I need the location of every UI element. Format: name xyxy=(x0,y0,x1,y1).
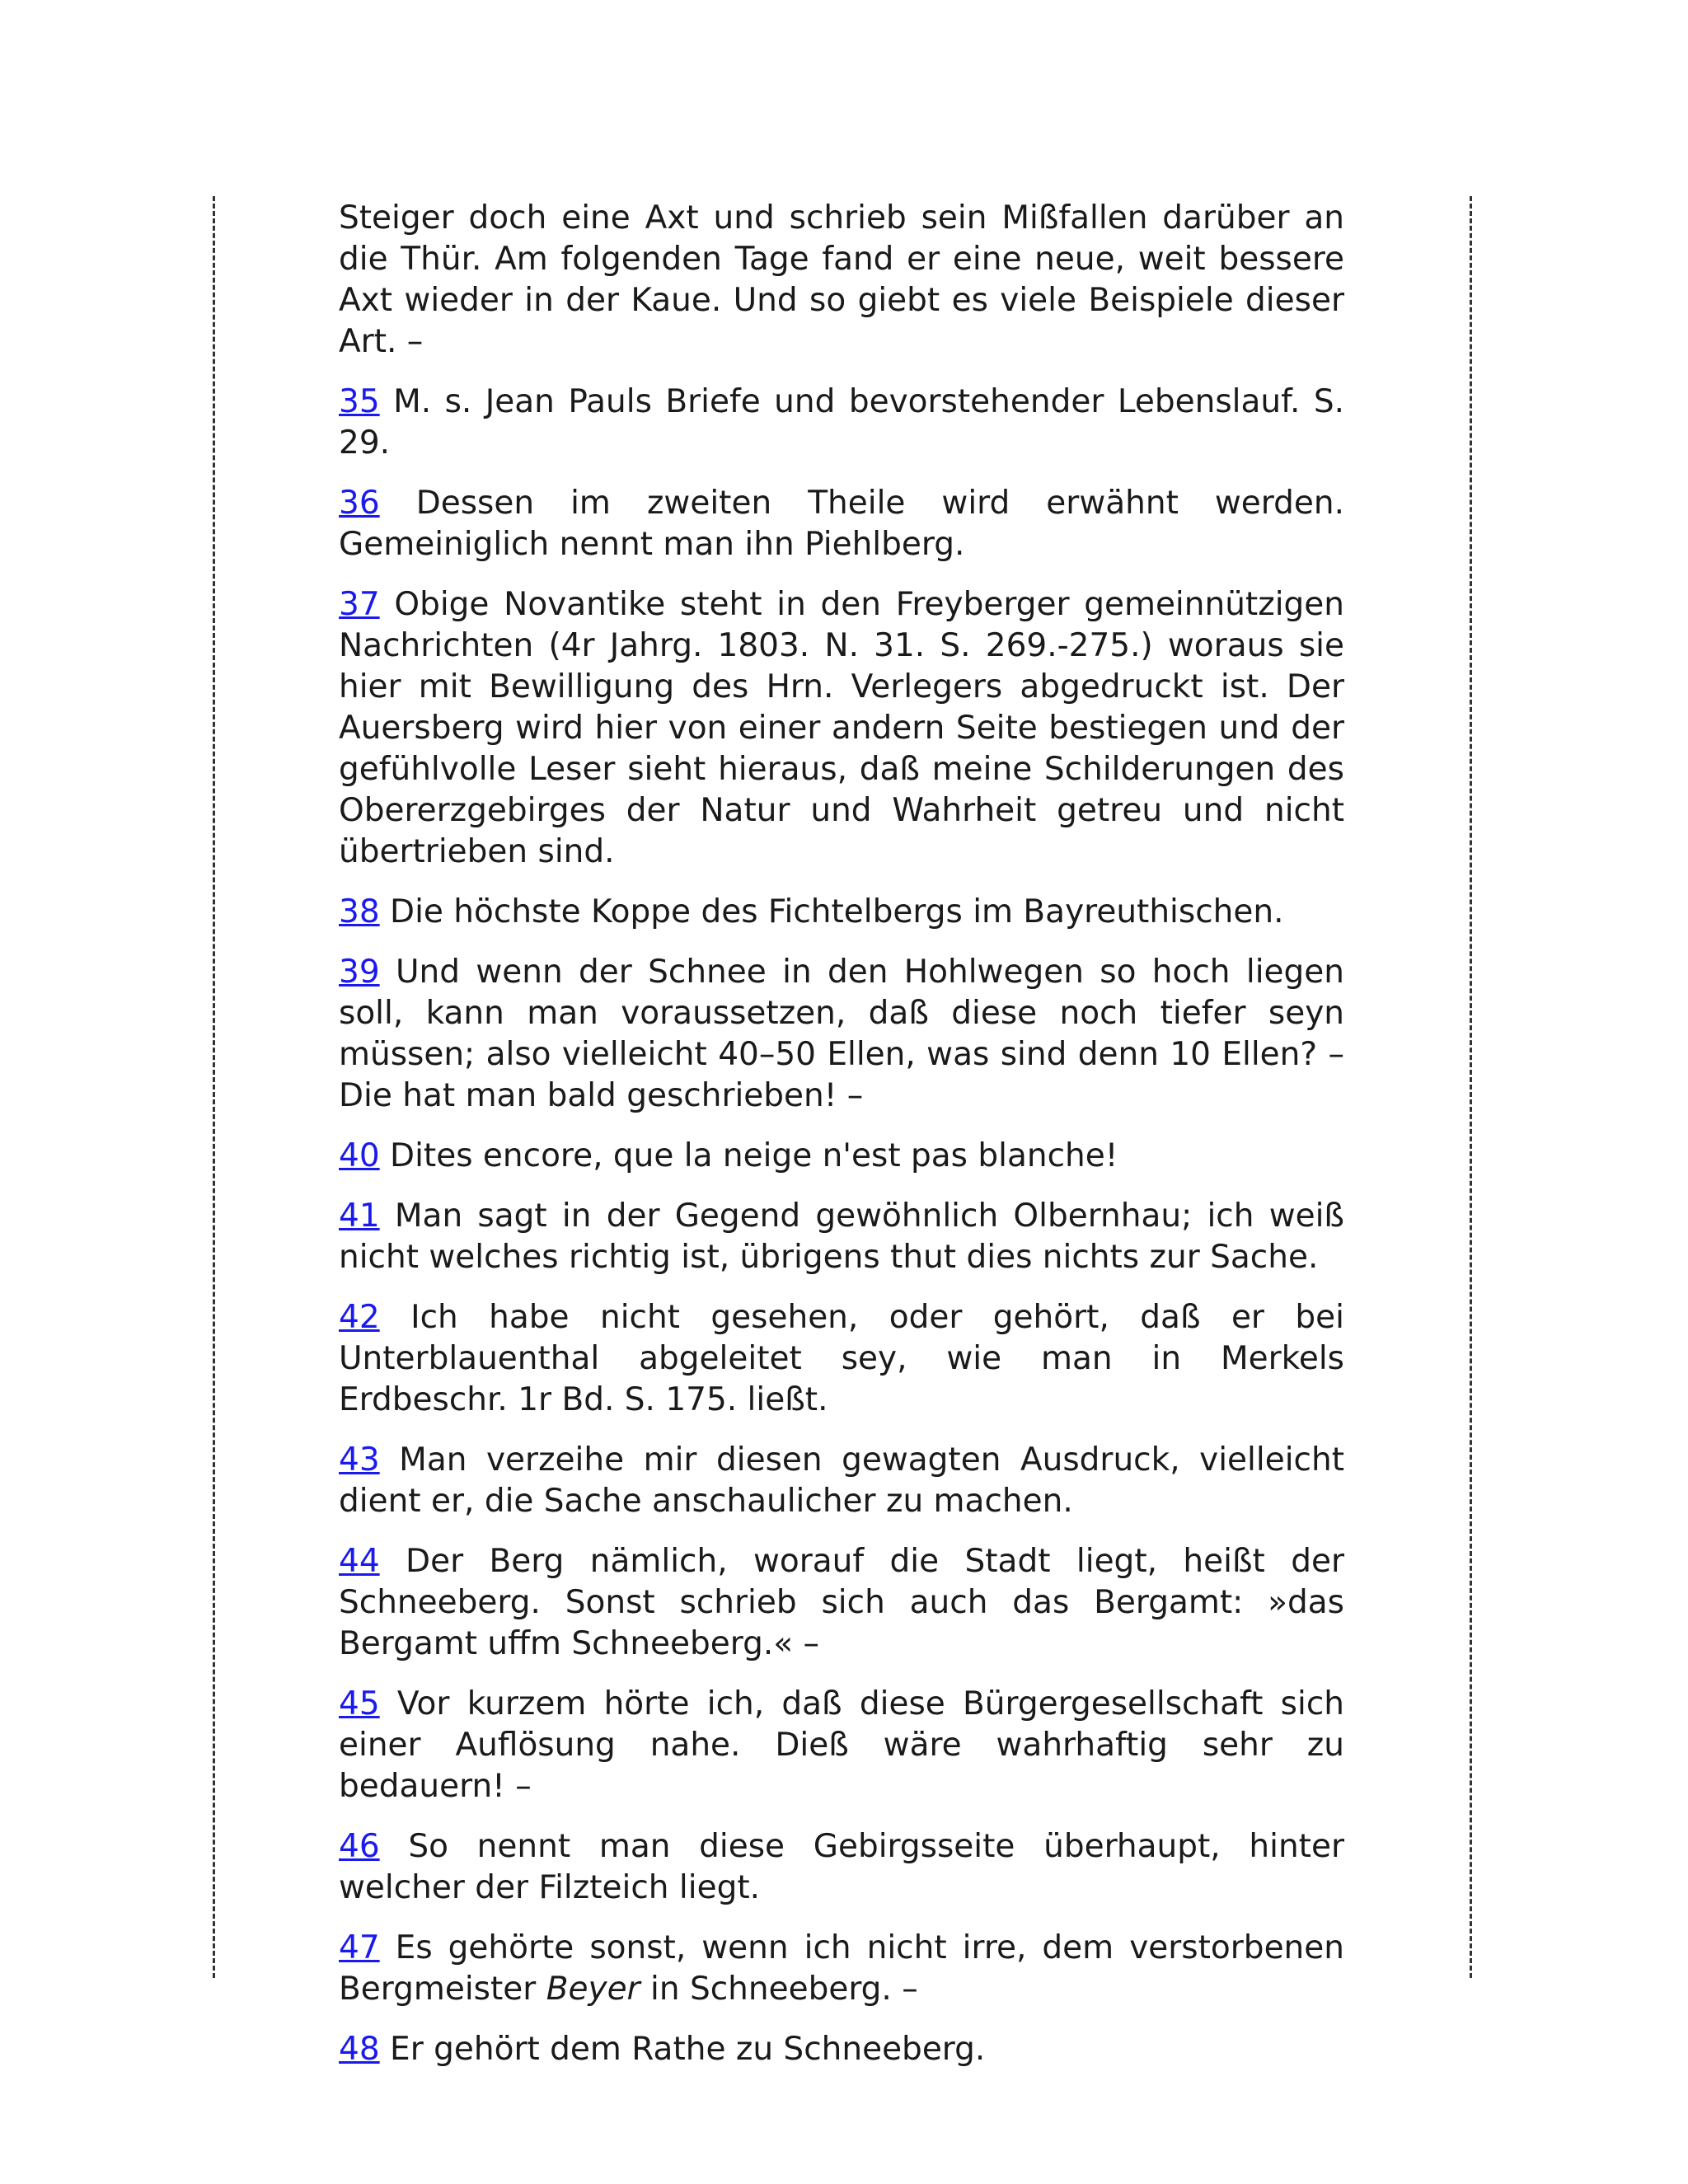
footnote-link-48[interactable]: 48 xyxy=(339,2031,380,2068)
footnote-text-47-before: Es gehörte sonst, wenn ich nicht irre, dem verstorbenen Bergmeister xyxy=(339,1929,1344,2008)
footnote-link-37[interactable]: 37 xyxy=(339,586,380,623)
footnote-text-39: Und wenn der Schnee in den Hohlwegen so hoch liegen soll, kann man voraussetzen, daß diese noch tiefer seyn müssen; also vielleicht 40–50 Ellen, was sind denn 10 Ellen? – Die hat man bald geschrieben! – xyxy=(339,954,1344,1114)
footnote-44 xyxy=(339,1541,1344,1665)
footnote-39 xyxy=(339,952,1344,1117)
footnote-36 xyxy=(339,483,1344,565)
footnote-text-36: Dessen im zweiten Theile wird erwähnt werden. Gemeiniglich nennt man ihn Piehlberg. xyxy=(339,485,1344,563)
footnote-41 xyxy=(339,1196,1344,1278)
footnote-47 xyxy=(339,1928,1344,2010)
footnote-45 xyxy=(339,1684,1344,1807)
footnote-text-45: Vor kurzem hörte ich, daß diese Bürgergesellschaft sich einer Auflösung nahe. Dieß wäre wahrhaftig sehr zu bedauern! – xyxy=(339,1685,1344,1805)
footnote-link-38[interactable]: 38 xyxy=(339,893,380,930)
footnote-48 xyxy=(339,2029,1344,2070)
footnote-text-38: Die höchste Koppe des Fichtelbergs im Bayreuthischen. xyxy=(390,893,1284,930)
footnote-46 xyxy=(339,1826,1344,1909)
footnote-42 xyxy=(339,1297,1344,1421)
footnote-text-40: Dites encore, que la neige n'est pas blanche! xyxy=(390,1137,1118,1174)
footnote-text-41: Man sagt in der Gegend gewöhnlich Olbernhau; ich weiß nicht welches richtig ist, übrigens thut dies nichts zur Sache. xyxy=(339,1197,1344,1276)
footnote-link-44[interactable]: 44 xyxy=(339,1543,380,1580)
footnote-link-41[interactable]: 41 xyxy=(339,1197,380,1235)
footnote-link-39[interactable]: 39 xyxy=(339,954,380,991)
intro-paragraph: Steiger doch eine Axt und schrieb sein Mißfallen darüber an die Thür. Am folgenden Tage fand er eine neue, weit bessere Axt wieder in der Kaue. Und so giebt es viele Beispiele dieser Art. – xyxy=(339,199,1344,360)
footnote-link-43[interactable]: 43 xyxy=(339,1441,380,1479)
right-dashed-border xyxy=(1470,196,1472,1978)
footnote-text-42: Ich habe nicht gesehen, oder gehört, daß er bei Unterblauenthal abgeleitet sey, wie man in Merkels Erdbeschr. 1r Bd. S. 175. ließt. xyxy=(339,1299,1344,1418)
footnote-text-35: M. s. Jean Pauls Briefe und bevorstehender Lebenslauf. S. 29. xyxy=(339,383,1344,462)
footnote-38 xyxy=(339,892,1344,933)
footnote-text-44: Der Berg nämlich, worauf die Stadt liegt, heißt der Schneeberg. Sonst schrieb sich auch das Bergamt: »das Bergamt uffm Schneeberg.« – xyxy=(339,1543,1344,1662)
footnote-text-43: Man verzeihe mir diesen gewagten Ausdruck, vielleicht dient er, die Sache anschaulicher zu machen. xyxy=(339,1441,1344,1520)
footnote-text-46: So nennt man diese Gebirgsseite überhaupt, hinter welcher der Filzteich liegt. xyxy=(339,1828,1345,1906)
footnote-text-37: Obige Novantike steht in den Freyberger gemeinnützigen Nachrichten (4r Jahrg. 1803. N. 31. S. 269.-275.) woraus sie hier mit Bewilligung des Hrn. Verlegers abgedruckt ist. Der Auersberg wird hier von einer andern Seite bestiegen und der gefühlvolle Leser sieht hieraus, daß meine Schilderungen des Obererzgebirges der Natur und Wahrheit getreu und nicht übertrieben sind. xyxy=(339,586,1344,870)
footnote-43 xyxy=(339,1440,1344,1522)
footnote-text-47-after: in Schneeberg. – xyxy=(650,1971,918,2008)
footnote-text-48: Er gehört dem Rathe zu Schneeberg. xyxy=(390,2031,986,2068)
footnote-link-47[interactable]: 47 xyxy=(339,1929,380,1966)
footnote-link-45[interactable]: 45 xyxy=(339,1685,380,1722)
footnote-35 xyxy=(339,382,1344,464)
footnote-link-40[interactable]: 40 xyxy=(339,1137,380,1174)
footnote-link-46[interactable]: 46 xyxy=(339,1828,380,1865)
footnote-37 xyxy=(339,584,1344,873)
footnote-link-35[interactable]: 35 xyxy=(339,383,380,420)
footnotes-column xyxy=(339,198,1344,2089)
footnote-link-42[interactable]: 42 xyxy=(339,1299,380,1336)
footnote-40 xyxy=(339,1136,1344,1177)
footnote-text-47-italic-name: Beyer xyxy=(546,1971,640,2008)
left-dashed-border xyxy=(213,196,215,1978)
footnote-link-36[interactable]: 36 xyxy=(339,485,380,522)
